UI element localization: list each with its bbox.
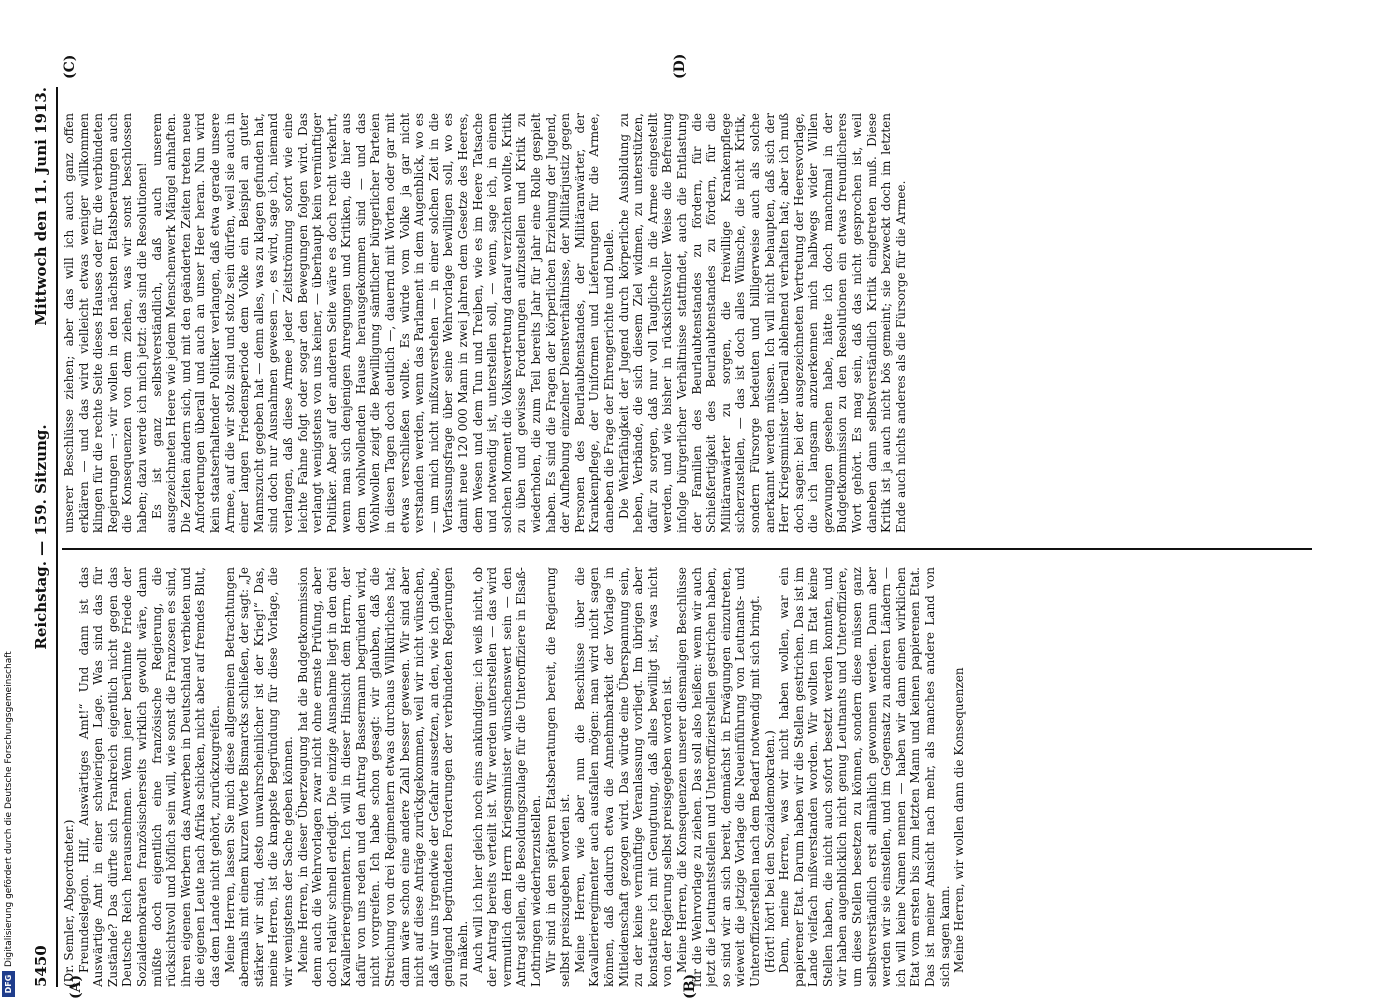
paragraph: (Hört! hört! bei den Sozialdemokraten.) xyxy=(762,730,777,973)
left-column xyxy=(62,567,1317,987)
column-divider xyxy=(62,548,1312,550)
margin-mark-b: (B) xyxy=(682,973,698,999)
paragraph: Auch will ich hier gleich noch eins ankündigen: ich weiß nicht, ob der Antrag bereits verteilt ist. Wir werden unterstellen — das wird vermutlich dem Herrn Kriegsminister wünschenswert sein — den Antrag stellen, die Besoldungszulage für die Unteroffiziere in Elsaß-Lothringen wiederherzustellen. xyxy=(470,567,543,987)
margin-mark-c: (C) xyxy=(62,54,78,79)
paragraph: (Dr. Semler, Abgeordneter.) xyxy=(62,819,76,987)
footer-credit: Digitalisierung gefördert durch die Deutsche Forschungsgemeinschaft xyxy=(3,651,14,967)
page-header xyxy=(30,87,58,987)
paragraph: Meine Herren, die Konsequenzen unserer diesmaligen Beschlüsse für die Wehrvorlage zu ziehen. Das soll also heißen: wenn wir auch jetzt die Leutnantsstellen und Unteroffizierstellen gestrichen haben, so sind wir an sich bereit, demnächst in Erwägungen einzutreten, wieweit die jetzige Vorlage die Neueinführung von Leutnants- und Unteroffizierstellen nach dem Bedarf notwendig mit sich bringt. xyxy=(674,567,762,987)
paragraph: unserer Beschlüsse ziehen; aber das will ich auch ganz offen erklären — und das wird vielleicht etwas weniger willkommen klingen für die rechte Seite dieses Hauses oder für die verbündeten Regierungen —: wir wollen in den nächsten Etatsberatungen auch die Konsequenzen von dem ziehen, was wir sonst beschlossen haben; dazu werde ich mich jetzt: das sind die Resolutionen! xyxy=(62,113,149,533)
margin-mark-d: (D) xyxy=(672,53,688,79)
document-page xyxy=(22,37,1332,997)
paragraph: Wir sind in den späteren Etatsberatungen bereit, die Regierung selbst preiszugeben worden ist. xyxy=(543,567,573,987)
paragraph: Meine Herren, lassen Sie mich diese allgemeinen Betrachtungen abermals mit einem kurzen Worte Bismarcks schließen, der sagt: „Je stärker wir sind, desto unwahrscheinlicher ist der Krieg!“ Das, meine Herren, ist die knappste Begründung für diese Vorlage, die wir wenigstens der Sache geben können. xyxy=(222,567,295,987)
session-date: Mittwoch den 11. Juni 1913. xyxy=(32,87,50,326)
dfg-logo: DFG xyxy=(2,971,15,997)
paragraph: Denn, meine Herren, was wir nicht haben wollen, war ein papierener Etat. Darum haben wir die Stellen gestrichen. Das ist im Lande vielfach mißverstanden worden. Wir wollten im Etat keine Stellen haben, die nicht auch sofort besetzt werden konnten, und wir haben augenblicklich nicht genug Leutnants und Unteroffiziere, um diese Stellen besetzen zu können, sondern diese müssen ganz selbstverständlich erst allmählich gewonnen werden. Dann aber werden wir sie einstellen, und im Gegensatz zu anderen Ländern — ich will keine Namen nennen — haben wir dann einen wirklichen Etat vom ersten bis zum letzten Mann und keinen papierenen Etat. Das ist meiner Ansicht nach mehr, als manches andere Land von sich sagen kann. xyxy=(777,567,952,987)
paragraph: Es ist ganz selbstverständlich, daß auch unserem ausgezeichneten Heere wie jedem Menschenwerk Mängel anhaften. Die Zeiten ändern sich, und mit den geänderten Zeiten treten neue Anforderungen überall und auch an unser Heer heran. Nun wird kein staatserhaltender Politiker verlangen, daß etwa gerade unsere Armee, auf die wir stolz sind und stolz sein dürfen, weil sie auch in einer langen Friedensperiode dem Volke ein Beispiel an guter Mannszucht gegeben hat — denn alles, was zu klagen gefunden hat, sind doch nur Ausnahmen gewesen —, es wird, sage ich, niemand verlangen, daß diese Armee jeder Zeitströmung sofort wie eine leichte Fahne folgt oder sogar den Bewegungen folgen wird. Das verlangt wenigstens von uns keiner, — überhaupt kein vernünftiger Politiker. Aber auf der anderen Seite wäre es doch recht verkehrt, wenn man sich denjenigen Anregungen und Kritiken, die hier aus dem wohlwollenden Hause herausgekommen sind — und das Wohlwollen zeigt die Bewilligung sämtlicher bürgerlicher Parteien in diesen Tagen doch deutlich —, dauernd mit Worten oder gar mit etwas verschließen wollte. Es würde vom Volke ja gar nicht verstanden werden, wenn das Parlament in dem Augenblick, wo es — um mich nicht mißzuverstehen — in einer solchen Zeit in die Verfassungsfrage über seine Wehrvorlage bewilligen soll, wo es damit neue 120 000 Mann in zwei Jahren dem Gesetze des Heeres, dem Wesen und dem Tun und Treiben, wie es im Heere Tatsache und notwendig ist, unterstellen soll, — wenn, sage ich, in einem solchen Moment die Volksvertretung darauf verzichten wollte, Kritik zu üben und gewisse Forderungen aufzustellen und Kritik zu wiederholen, die zum Teil bereits Jahr für Jahr eine Rolle gespielt haben. Es sind die Fragen der körperlichen Erziehung der Jugend, der Aufhebung einzelner Dienstverhältnisse, der Militärjustiz gegen Personen des Beurlaubtenstandes, der Militäranwärter, der Krankenpflege, der Uniformen und Lieferungen für die Armee, daneben die Frage der Ehrengerichte und Duelle. xyxy=(149,113,616,533)
paragraph: Die Wehrfähigkeit der Jugend durch körperliche Ausbildung zu heben, Verbände, die sich diesem Ziel widmen, zu unterstützen, dafür zu sorgen, daß nur voll Taugliche in die Armee eingestellt werden, und wie bisher in rücksichtsvoller Weise die Befreiung infolge bürgerlicher Verhältnisse stattfindet, auch die Entlastung der Familien des Beurlaubtenstandes zu fördern, für die Schießfertigkeit des Beurlaubtenstandes zu fördern, für die Militäranwärter zu sorgen, die freiwillige Krankenpflege sicherzustellen, — das ist doch alles Wünsche, die nicht Kritik, sondern Fürsorge bedeuten und billigerweise auch als solche anerkannt werden müssen. Ich will nicht behaupten, daß sich der Herr Kriegsminister überall ablehnend verhalten hat; aber ich muß doch sagen: bei der ausgezeichneten Vertretung der Heeresvorlage, die ich langsam anzuerkennen mich halbwegs wider Willen gezwungen gesehen habe, hätte ich doch manchmal in der Budgetkommission zu den Resolutionen ein etwas freundlicheres Wort gehört. Es mag sein, daß das nicht gesprochen ist, weil daneben dann selbstverständlich Kritik eingetreten muß. Diese Kritik ist ja auch nicht bös gemeint; sie bezweckt doch im letzten Ende auch nichts anderes als die Fürsorge für die Armee. xyxy=(616,113,908,533)
paragraph: Freundeslegion. Hilf, Auswärtiges Amt!“ Und dann ist das Auswärtige Amt in einer schwierigen Lage. Was sind das für Zustände? Das dürfte sich Frankreich eigentlich nicht gegen das Deutsche Reich herausnehmen. Wenn jener berühmte Friede der Sozialdemokraten französischerseits wirklich gewollt wäre, dann müßte doch eigentlich eine französische Regierung, die rücksichtsvoll und höflich sein will, wie sonst die Franzosen es sind, ihren eigenen Werbern das Anwerben in Deutschland verbieten und die eigenen Leute nach Afrika schicken, nicht aber auf fremdes Blut, das dem Lande nicht gehört, zurückzugreifen. xyxy=(76,567,222,987)
paragraph: Meine Herren, wir wollen dann die Konsequenzen xyxy=(952,667,967,973)
page-number: 5450 xyxy=(32,945,50,987)
margin-mark-a: (A) xyxy=(68,974,84,999)
digitization-footer xyxy=(0,0,22,1000)
paragraph: Meine Herren, wie aber nun die Beschlüsse über die Kavallerieregimenter auch ausfallen mögen: man wird nicht sagen können, daß dadurch etwa die Annehmbarkeit der Vorlage in Mitleidenschaft gezogen wird. Das würde eine Überspannung sein, zu der keine vernünftige Veranlassung vorliegt. Im übrigen aber konstatiere ich mit Genugtuung, daß alles bewilligt ist, was nicht von der Regierung selbst preisgegeben worden ist. xyxy=(572,567,675,987)
paragraph: Meine Herren, in dieser Überzeugung hat die Budgetkommission denn auch die Wehrvorlagen zwar nicht ohne ernste Prüfung, aber doch relativ schnell erledigt. Die einzige Ausnahme liegt in den drei Kavallerieregimentern. Ich will in dieser Hinsicht dem Herrn, der dafür von uns reden und den Antrag Bassermann begründen wird, nicht vorgreifen. Ich habe schon gesagt: wir glauben, daß die Streichung von drei Regimentern etwas durchaus Willkürliches hat; dann wäre schon eine andere Zahl besser gewesen. Wir sind aber nicht auf diese Anträge zurückgekommen, weil wir nicht wünschen, daß wir uns irgendwie der Gefahr aussetzen, an den, wie ich glaube, genügend begründeten Forderungen der verbündeten Regierungen zu mäkeln. xyxy=(295,567,471,987)
right-column xyxy=(62,113,1317,533)
session-title: Reichstag. — 159. Sitzung. xyxy=(32,424,50,650)
